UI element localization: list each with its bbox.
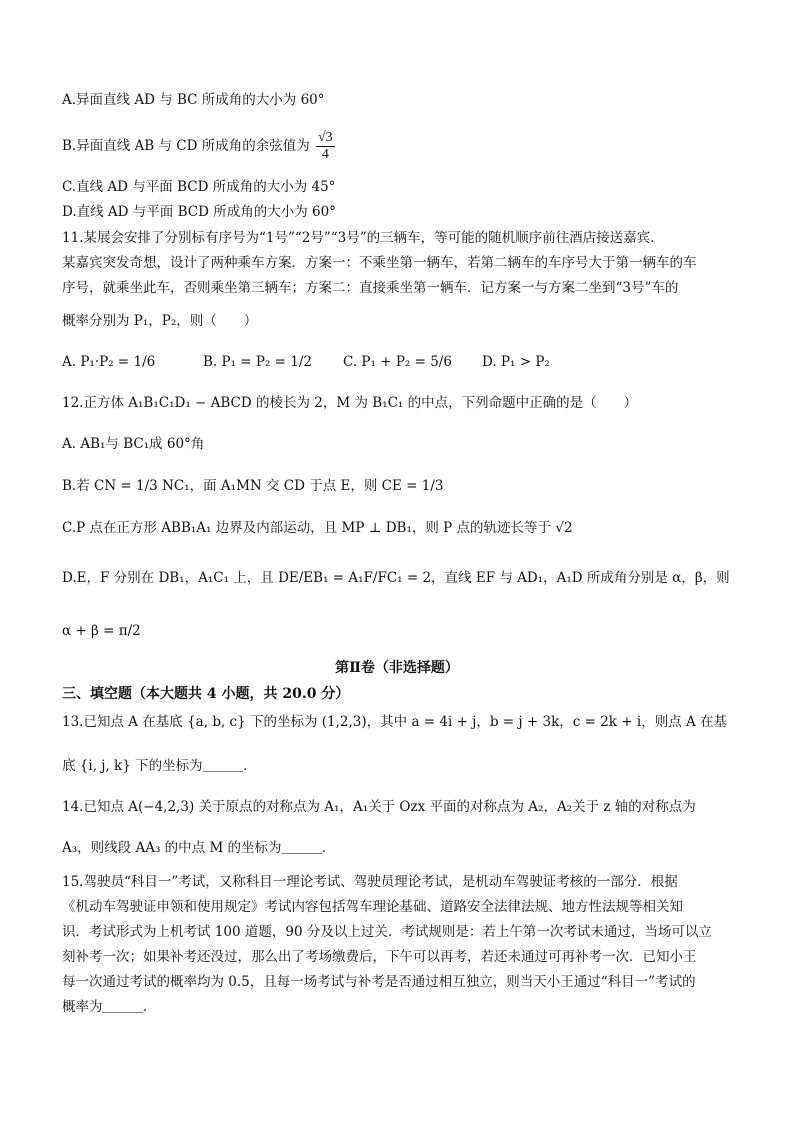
q14-stem-line-2: A₃，则线段 AA₃ 的中点 M 的坐标为＿＿＿． xyxy=(62,840,336,856)
q13-stem-line-2: 底 {i, j, k} 下的坐标为＿＿＿． xyxy=(62,758,257,774)
q12-option-a: A. AB₁与 BC₁成 60°角 xyxy=(62,436,205,452)
q12-option-c: C.P 点在正方形 ABB₁A₁ 边界及内部运动，且 MP ⊥ DB₁，则 P 点的轨迹长等于 √2 xyxy=(62,520,573,536)
fraction-denominator: 4 xyxy=(321,147,329,162)
q13-stem-line-1: 13.已知点 A 在基底 {a, b, c} 下的坐标为 (1,2,3)，其中 a = 4i + j，b = j + 3k，c = 2k + i，则点 A 在基 xyxy=(62,714,728,730)
q11-option-b: B. P₁ = P₂ = 1/2 xyxy=(203,354,313,370)
q11-stem-line-1: 11.某展会安排了分别标有序号为“1号”“2号”“3号”的三辆车，等可能的随机顺序前往酒店接送嘉宾. xyxy=(62,230,655,246)
q10-option-d: D.直线 AD 与平面 BCD 所成角的大小为 60° xyxy=(62,204,336,220)
q11-option-a: A. P₁·P₂ = 1/6 xyxy=(62,354,156,370)
q12-option-b: B.若 CN = 1/3 NC₁，面 A₁MN 交 CD 于点 E，则 CE = 1/3 xyxy=(62,478,444,494)
q15-stem-line-5: 每一次通过考试的概率均为 0.5，且每一场考试与补考是否通过相互独立，则当天小王通过“科目一”考试的 xyxy=(62,974,696,990)
q12-option-d-line-2: α + β = π/2 xyxy=(62,623,141,639)
q11-option-c: C. P₁ + P₂ = 5/6 xyxy=(343,354,452,370)
q11-stem-line-4: 概率分别为 P₁，P₂，则（ ） xyxy=(62,313,258,329)
q10-option-c: C.直线 AD 与平面 BCD 所成角的大小为 45° xyxy=(62,179,336,195)
part-2-title: 第Ⅱ卷（非选择题） xyxy=(335,660,459,676)
q12-option-d-line-1: D.E，F 分别在 DB₁，A₁C₁ 上，且 DE/EB₁ = A₁F/FC₁ = 2，直线 EF 与 AD₁，A₁D 所成角分别是 α，β，则 xyxy=(62,570,730,586)
section-3-title: 三、填空题（本大题共 4 小题，共 20.0 分） xyxy=(62,686,350,702)
q10-option-b-fraction xyxy=(316,130,335,163)
q11-stem-line-3: 序号，就乘坐此车，否则乘坐第三辆车；方案二：直接乘坐第一辆车．记方案一与方案二坐到“3号”车的 xyxy=(62,280,679,296)
q11-stem-line-2: 某嘉宾突发奇想，设计了两种乘车方案．方案一：不乘坐第一辆车，若第二辆车的车序号大于第一辆车的车 xyxy=(62,255,697,271)
q15-stem-line-2: 《机动车驾驶证申领和使用规定》考试内容包括驾车理论基础、道路安全法律法规、地方性法规等相关知 xyxy=(62,899,683,915)
q15-stem-line-6: 概率为＿＿＿． xyxy=(62,999,157,1015)
q10-option-b-text: B.异面直线 AB 与 CD 所成角的余弦值为 xyxy=(62,138,310,154)
q15-stem-line-1: 15.驾驶员“科目一”考试，又称科目一理论考试、驾驶员理论考试，是机动车驾驶证考核的一部分．根据 xyxy=(62,874,678,890)
q15-stem-line-3: 识．考试形式为上机考试 100 道题，90 分及以上过关．考试规则是：若上午第一次考试未通过，当场可以立 xyxy=(62,924,712,940)
q10-option-a: A.异面直线 AD 与 BC 所成角的大小为 60° xyxy=(62,92,325,108)
q15-stem-line-4: 刻补考一次；如果补考还没过，那么出了考场缴费后，下午可以再考，若还未通过可再补考一次．已知小王 xyxy=(62,949,697,965)
q11-option-d: D. P₁ > P₂ xyxy=(482,354,550,370)
q10-option-b xyxy=(62,126,337,166)
q14-stem-line-1: 14.已知点 A(−4,2,3) 关于原点的对称点为 A₁，A₁关于 Ozx 平面的对称点为 A₂，A₂关于 z 轴的对称点为 xyxy=(62,799,696,815)
fraction-numerator: √3 xyxy=(318,130,333,145)
q12-stem: 12.正方体 A₁B₁C₁D₁ − ABCD 的棱长为 2，M 为 B₁C₁ 的中点，下列命题中正确的是（ ） xyxy=(62,395,638,411)
